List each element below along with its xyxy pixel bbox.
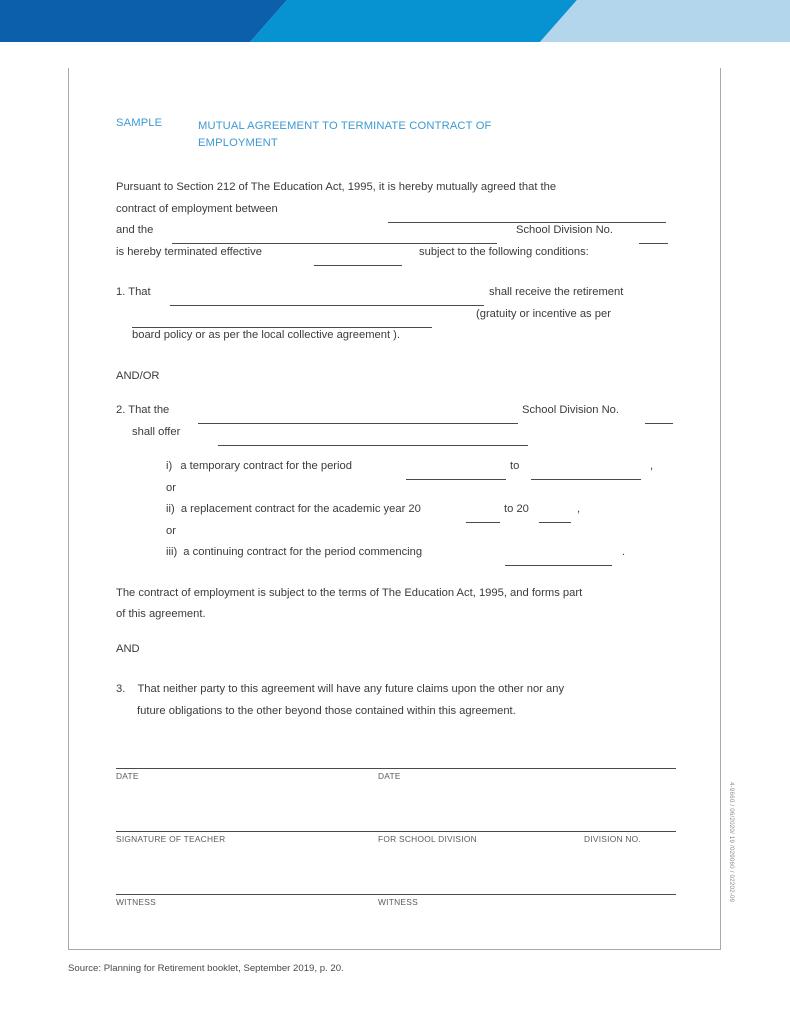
source-citation: Source: Planning for Retirement booklet, September 2019, p. 20. xyxy=(68,963,344,974)
clause-3-line-2 xyxy=(116,706,676,728)
clause-1-number: 1. That xyxy=(116,286,151,298)
document-title-row xyxy=(116,118,676,152)
intro-line-2 xyxy=(116,204,676,226)
intro-line-3 xyxy=(116,225,676,247)
clause-1-text-b: (gratuity or incentive as per xyxy=(476,307,611,320)
subitem-ii-marker: ii) xyxy=(166,503,175,515)
clause-2-subitem-ii xyxy=(116,504,676,526)
separator-or-1-text: or xyxy=(166,481,176,494)
intro-paragraph xyxy=(116,182,676,268)
subitem-iii-marker: iii) xyxy=(166,546,178,558)
intro-line-2-text: contract of employment between xyxy=(116,202,278,215)
intro-line-3-text-b: School Division No. xyxy=(516,224,614,236)
blank-continuing-contract-date[interactable] xyxy=(505,565,612,566)
connector-and-or xyxy=(116,371,676,393)
signature-block xyxy=(116,768,676,957)
closing-paragraph xyxy=(116,588,676,631)
signature-rule-signature[interactable] xyxy=(116,831,676,832)
signature-label-school-division: FOR SCHOOL DIVISION xyxy=(378,834,477,844)
subitem-i-text-b: to xyxy=(510,460,520,472)
blank-employee-name[interactable] xyxy=(388,222,666,223)
clause-1 xyxy=(116,287,676,352)
signature-label-witness-1: WITNESS xyxy=(116,897,156,907)
blank-clause2-division-no[interactable] xyxy=(645,423,673,424)
connector-and-or-text: AND/OR xyxy=(116,369,160,382)
blank-academic-year-from[interactable] xyxy=(466,522,500,523)
document-body xyxy=(116,118,676,727)
subitem-iii-text-a: a continuing contract for the period commencing xyxy=(183,546,423,558)
closing-line-2-text: of this agreement. xyxy=(116,608,206,620)
signature-label-division-no: DIVISION NO. xyxy=(584,834,641,844)
signature-rule-date[interactable] xyxy=(116,768,676,769)
blank-clause2-division[interactable] xyxy=(198,423,518,424)
connector-and-text: AND xyxy=(116,642,140,655)
subitem-ii-text-c: , xyxy=(577,503,581,515)
blank-clause2-offer[interactable] xyxy=(218,445,528,446)
clause-2-separator-or-1 xyxy=(116,483,676,505)
intro-line-1 xyxy=(116,182,676,204)
clause-1-line-1 xyxy=(116,287,676,309)
subitem-i-marker: i) xyxy=(166,460,173,472)
clause-2-number: 2. That the xyxy=(116,404,170,416)
spacer xyxy=(116,352,676,371)
banner-segment-dark xyxy=(0,0,287,42)
spacer xyxy=(116,569,676,588)
closing-line-1-text: The contract of employment is subject to the terms of The Education Act, 1995, and forms part xyxy=(116,586,583,599)
banner-segment-light xyxy=(540,0,790,42)
blank-clause1-amount[interactable] xyxy=(132,327,432,328)
clause-3-line-2-text: future obligations to the other beyond those contained within this agreement. xyxy=(137,704,516,717)
separator-or-2-text: or xyxy=(166,524,176,537)
blank-academic-year-to[interactable] xyxy=(539,522,571,523)
clause-2-text-b: shall offer xyxy=(132,425,181,438)
spacer xyxy=(116,268,676,287)
clause-3-line-1-text: That neither party to this agreement will have any future claims upon the other nor any xyxy=(137,683,565,695)
clause-2-line-2 xyxy=(116,427,676,449)
intro-line-1-text: Pursuant to Section 212 of The Education Act, 1995, it is hereby mutually agreed that the xyxy=(116,181,557,193)
spacer xyxy=(116,665,676,684)
signature-row-date xyxy=(116,768,676,831)
banner-segment-medium xyxy=(250,0,577,42)
subitem-ii-text-b: to 20 xyxy=(504,503,529,515)
subitem-i-text-a: a temporary contract for the period xyxy=(180,460,352,472)
blank-termination-date[interactable] xyxy=(314,265,402,266)
clause-2-separator-or-2 xyxy=(116,526,676,548)
subitem-ii-text-a: a replacement contract for the academic year 20 xyxy=(180,503,421,515)
intro-line-3-text-a: and the xyxy=(116,224,154,236)
signature-label-date-teacher: DATE xyxy=(116,771,139,781)
intro-line-4 xyxy=(116,247,676,269)
blank-clause1-party[interactable] xyxy=(170,305,484,306)
clause-1-line-2 xyxy=(116,309,676,331)
clause-3-number: 3. xyxy=(116,683,126,695)
clause-2-subitem-iii xyxy=(116,547,676,569)
clause-2 xyxy=(116,405,676,569)
clause-2-subitem-i xyxy=(116,461,676,483)
closing-line-1 xyxy=(116,588,676,610)
blank-temp-contract-from[interactable] xyxy=(406,479,506,480)
signature-label-teacher: SIGNATURE OF TEACHER xyxy=(116,834,226,844)
document-side-code: 4-9660 / 06/2020/ 19 /029060 / 02202-09 xyxy=(728,782,735,903)
clause-1-text-a: shall receive the retirement xyxy=(489,286,624,298)
signature-label-date-division: DATE xyxy=(378,771,401,781)
blank-temp-contract-to[interactable] xyxy=(531,479,641,480)
connector-and xyxy=(116,644,676,666)
spacer xyxy=(116,631,676,644)
clause-3-line-1 xyxy=(116,684,676,706)
intro-line-4-text-a: is hereby terminated effective xyxy=(116,245,262,258)
clause-1-text-c: board policy or as per the local collective agreement ). xyxy=(132,329,401,341)
sample-label: SAMPLE xyxy=(116,117,163,129)
clause-1-line-3 xyxy=(116,330,676,352)
closing-line-2 xyxy=(116,609,676,631)
blank-division-no[interactable] xyxy=(639,243,668,244)
signature-rule-witness[interactable] xyxy=(116,894,676,895)
signature-row-witness xyxy=(116,894,676,957)
clause-2-text-a: School Division No. xyxy=(522,404,620,416)
page-header-banner xyxy=(0,0,790,42)
blank-division-name[interactable] xyxy=(172,243,497,244)
subitem-iii-text-c: . xyxy=(622,546,626,558)
page-title: MUTUAL AGREEMENT TO TERMINATE CONTRACT OF EMPLOYMENT xyxy=(198,120,492,149)
subitem-i-text-c: , xyxy=(650,460,654,472)
signature-row-signature xyxy=(116,831,676,894)
signature-label-witness-2: WITNESS xyxy=(378,897,418,907)
clause-2-line-1 xyxy=(116,405,676,427)
clause-3 xyxy=(116,684,676,727)
intro-line-4-text-b: subject to the following conditions: xyxy=(419,245,589,258)
